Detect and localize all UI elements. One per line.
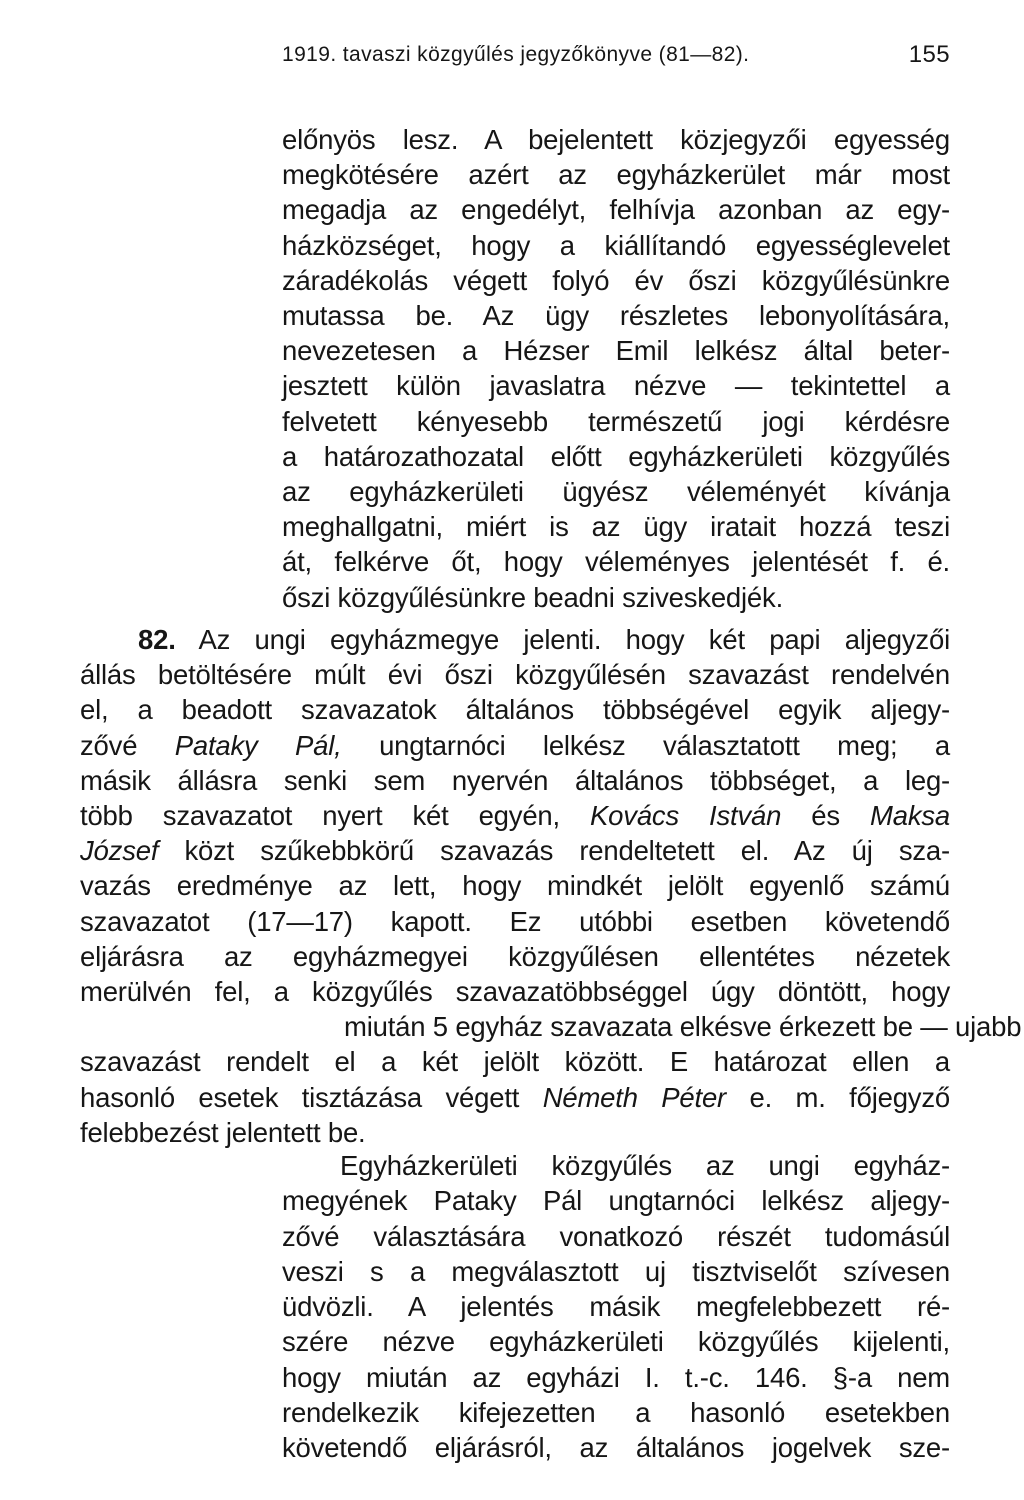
page-number: 155 xyxy=(908,41,950,68)
running-title: 1919. tavaszi közgyűlés jegyzőkönyve (81—82). xyxy=(282,43,750,66)
text-line: Egyházkerületi közgyűlés az ungi egyház- xyxy=(340,1150,950,1181)
text-line: házközséget, hogy a kiállítandó egyességlevelet xyxy=(282,229,950,261)
text-line: megkötésére azért az egyházkerület már most xyxy=(282,159,950,191)
text-line: őszi közgyűlésünkre beadni sziveskedjék. xyxy=(282,581,784,613)
text-line: üdvözli. A jelentés másik megfelebbezett ré- xyxy=(282,1291,950,1323)
text-line: felebbezést jelentett be. xyxy=(80,1116,366,1148)
person-name: Kovács István xyxy=(590,800,782,832)
text-line: zővé Pataky Pál, ungtarnóci lelkész választatott meg; a xyxy=(80,729,950,761)
text-line: több szavazatot nyert két egyén, Kovács István és Maksa xyxy=(80,800,951,832)
text-line: állás betöltésére múlt évi őszi közgyűlésén szavazást rendelvén xyxy=(80,659,950,691)
text-line: szére nézve egyházkerületi közgyűlés kijelenti, xyxy=(282,1326,950,1358)
text-line: mutassa be. Az ügy részletes lebonyolítására, xyxy=(282,300,950,332)
text-line: miután 5 egyház szavazata elkésve érkezett be — ujabb xyxy=(344,1011,1022,1043)
text-line: jesztett külön javaslatra nézve — tekintettel a xyxy=(282,370,950,402)
text-line: hogy miután az egyházi I. t.-c. 146. §-a nem xyxy=(282,1361,950,1393)
text-line: zővé választására vonatkozó részét tudomásúl xyxy=(282,1220,950,1252)
text-line: meghallgatni, miért is az ügy iratait hozzá teszi xyxy=(282,511,950,543)
text-line: megyének Pataky Pál ungtarnóci lelkész aljegy- xyxy=(282,1185,950,1217)
text-line: a határozathozatal előtt egyházkerületi közgyűlés xyxy=(282,440,950,472)
person-name: Németh Péter xyxy=(542,1081,727,1113)
text-line: szavazatot (17—17) kapott. Ez utóbbi esetben követendő xyxy=(80,905,950,937)
text-line: megadja az engedélyt, felhívja azonban az egy- xyxy=(282,194,950,226)
text-line: veszi s a megválasztott uj tisztviselőt szívesen xyxy=(282,1255,950,1287)
paragraph-decision-82 xyxy=(282,1148,950,1466)
paragraph-decision-81-continued xyxy=(282,122,950,615)
text-line: át, felkérve őt, hogy véleményes jelentését f. é. xyxy=(282,546,950,578)
text-line: 82. Az ungi egyházmegye jelenti. hogy két papi aljegyzői xyxy=(138,624,950,655)
text-line: felvetett kényesebb természetű jogi kérdésre xyxy=(282,405,950,437)
text-line: másik állásra senki sem nyervén általános többséget, a leg- xyxy=(80,764,950,796)
text-line: záradékolás végett folyó év őszi közgyűlésünkre xyxy=(282,264,950,296)
text-line: vazás eredménye az lett, hogy mindkét jelölt egyenlő számú xyxy=(80,870,950,902)
text-line: az egyházkerületi ügyész véleményét kívánja xyxy=(282,476,950,508)
person-name: Pataky Pál, xyxy=(174,729,342,761)
text-line: el, a beadott szavazatok általános többségével egyik aljegy- xyxy=(80,694,950,726)
text-line: József közt szűkebbkörű szavazás rendeltetett el. Az új sza- xyxy=(80,835,950,867)
text-line: rendelkezik kifejezetten a hasonló esetekben xyxy=(282,1397,950,1429)
text-line: nevezetesen a Hézser Emil lelkész által beter- xyxy=(282,335,950,367)
person-name: Maksa xyxy=(870,800,951,832)
text-line: merülvén fel, a közgyűlés szavazatöbbséggel úgy döntött, hogy xyxy=(80,976,950,1008)
text-line: követendő eljárásról, az általános jogelvek sze- xyxy=(282,1432,950,1464)
person-name: József xyxy=(80,835,159,867)
text-line: szavazást rendelt el a két jelölt között. E határozat ellen a xyxy=(80,1046,950,1078)
paragraph-item-82 xyxy=(80,622,1022,1150)
text-line: eljárásra az egyházmegyei közgyűlésen ellentétes nézetek xyxy=(80,940,950,972)
item-number: 82. xyxy=(138,624,176,655)
text-line: hasonló esetek tisztázása végett Németh Péter e. m. főjegyző xyxy=(80,1081,950,1113)
text-line: előnyös lesz. A bejelentett közjegyzői egyesség xyxy=(282,124,950,155)
